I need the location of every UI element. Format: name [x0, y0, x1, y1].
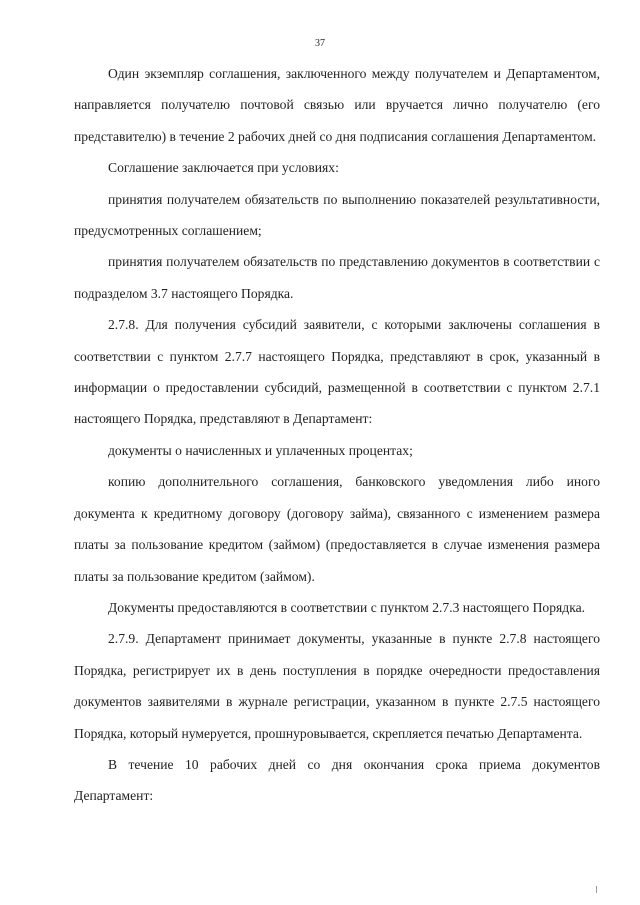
paragraph: 2.7.9. Департамент принимает документы, указанные в пункте 2.7.8 настоящего Порядка, регистрирует их в день поступления в порядке очередности предоставления документов заявителями в журнале регистрации, указанном в пункте 2.7.5 настоящего Порядка, который нумеруется, прошнуровывается, скрепляется печатью Департамента.	[74, 631, 600, 741]
paragraph: Документы предоставляются в соответствии с пунктом 2.7.3 настоящего Порядка.	[108, 599, 586, 615]
paragraph: копию дополнительного соглашения, банковского уведомления либо иного документа к кредитному договору (договору займа), связанного с изменением размера платы за пользование кредитом (займом) (предоставляется в случае изменения размера платы за пользование кредитом (займом).	[74, 474, 600, 584]
paragraph: принятия получателем обязательств по выполнению показателей результативности, предусмотренных соглашением;	[74, 191, 600, 239]
document-body	[74, 58, 600, 812]
margin-mark	[596, 886, 597, 893]
paragraph: Один экземпляр соглашения, заключенного между получателем и Департаментом, направляется получателю почтовой связью или вручается лично получателю (его представителю) в течение 2 рабочих дней со дня подписания соглашения Департаментом.	[74, 66, 600, 144]
paragraph: Соглашение заключается при условиях:	[108, 160, 339, 176]
paragraph: 2.7.8. Для получения субсидий заявители, с которыми заключены соглашения в соответствии с пунктом 2.7.7 настоящего Порядка, представляют в срок, указанный в информации о предоставлении субсидий, размещенной в соответствии с пунктом 2.7.1 настоящего Порядка, представляют в Департамент:	[74, 317, 600, 427]
paragraph: В течение 10 рабочих дней со дня окончания срока приема документов Департамент:	[74, 756, 600, 804]
paragraph: принятия получателем обязательств по представлению документов в соответствии с подразделом 3.7 настоящего Порядка.	[74, 254, 600, 301]
paragraph: документы о начисленных и уплаченных процентах;	[108, 442, 413, 458]
page-number: 37	[315, 38, 325, 49]
